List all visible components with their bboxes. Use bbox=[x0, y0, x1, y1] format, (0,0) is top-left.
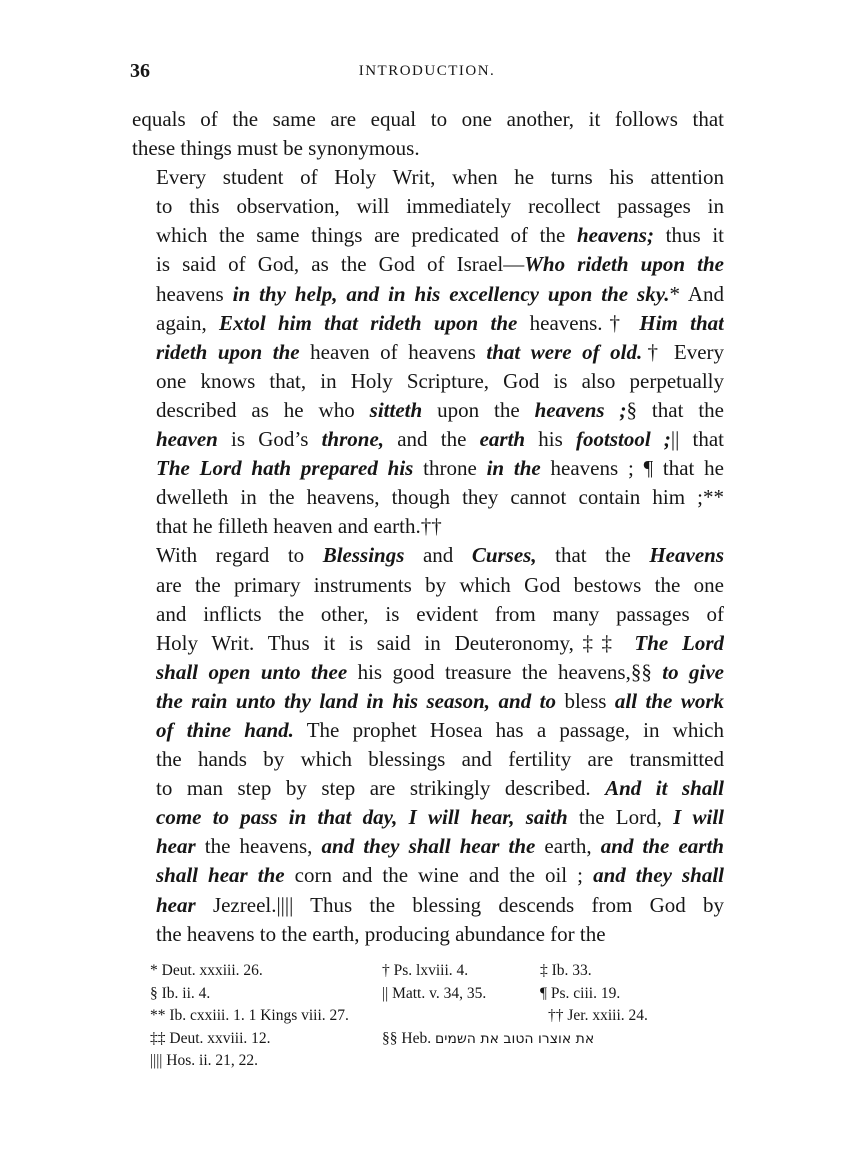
page-header bbox=[130, 60, 724, 88]
footnote: || Matt. v. 34, 35. bbox=[382, 984, 487, 1002]
text-line: and inflicts the other, is evident from many passages of bbox=[156, 601, 724, 626]
italic-text: sitteth bbox=[369, 397, 423, 422]
footnote: † Ps. lxviii. 4. bbox=[382, 962, 469, 979]
footnote: |||| Hos. ii. 21, 22. bbox=[150, 1052, 259, 1069]
italic-text: all the work bbox=[614, 688, 724, 713]
italic-text: The Lord hath prepared his bbox=[156, 456, 414, 481]
italic-text: throne, bbox=[321, 427, 385, 452]
text-line: described as he who sitteth upon the heavens ;§ that the bbox=[156, 397, 724, 422]
italic-text: earth bbox=[479, 427, 526, 452]
footnotes bbox=[150, 960, 710, 1073]
paragraph bbox=[132, 541, 724, 948]
text-line: shall open unto thee his good treasure the heavens,§§ to give bbox=[156, 659, 724, 684]
text-line: shall hear the corn and the wine and the oil ; and they shall bbox=[156, 863, 724, 888]
text-line: Holy Writ. Thus it is said in Deuteronomy,‡‡ The Lord bbox=[156, 630, 724, 655]
text-line: these things must be synonymous. bbox=[132, 136, 420, 161]
italic-text: And it shall bbox=[605, 776, 724, 801]
footnote: ** Ib. cxxiii. 1. 1 Kings viii. 27. bbox=[150, 1007, 349, 1024]
footnote-row bbox=[150, 1005, 710, 1028]
hebrew-text: את אוצרו הטוב את השמים bbox=[434, 1030, 595, 1047]
paragraph bbox=[132, 105, 724, 163]
running-head: INTRODUCTION. bbox=[358, 63, 496, 79]
italic-text: Who rideth upon the bbox=[524, 252, 724, 277]
footnote: ‡ Ib. 33. bbox=[540, 962, 592, 979]
footnote: ¶ Ps. ciii. 19. bbox=[540, 984, 621, 1002]
italic-text: to give bbox=[662, 659, 724, 684]
body-text bbox=[132, 105, 724, 949]
text-line: the hands by which blessings and fertility are transmitted bbox=[156, 747, 724, 772]
italic-text: the rain unto thy land in his season, and to bbox=[156, 688, 556, 713]
italic-text: and they shall hear the bbox=[321, 834, 536, 859]
text-line: Every student of Holy Writ, when he turns his attention bbox=[156, 165, 724, 190]
text-line: of thine hand. The prophet Hosea has a passage, in which bbox=[156, 717, 724, 742]
italic-text: shall hear the bbox=[156, 863, 285, 888]
italic-text: and the earth bbox=[600, 834, 724, 859]
italic-text: Curses, bbox=[471, 543, 537, 568]
text-line: one knows that, in Holy Scripture, God is also perpetually bbox=[156, 368, 724, 393]
footnote: § Ib. ii. 4. bbox=[150, 984, 211, 1002]
italic-text: heaven bbox=[156, 427, 218, 452]
italic-text: shall open unto thee bbox=[156, 659, 348, 684]
text-line: heaven is God’s throne, and the earth his footstool ;|| that bbox=[156, 427, 724, 452]
text-line: come to pass in that day, I will hear, saith the Lord, I will bbox=[156, 805, 724, 830]
italic-text: that were of old. bbox=[486, 339, 643, 364]
text-line: which the same things are predicated of the heavens; thus it bbox=[156, 223, 724, 248]
text-line: the rain unto thy land in his season, and to bless all the work bbox=[156, 688, 724, 713]
text-line: to man step by step are strikingly described. And it shall bbox=[156, 776, 724, 801]
italic-text: Him that bbox=[639, 310, 724, 335]
text-line: heavens in thy help, and in his excellency upon the sky.* And bbox=[156, 281, 724, 306]
page-number: 36 bbox=[130, 60, 150, 82]
text-line: hear the heavens, and they shall hear the earth, and the earth bbox=[156, 834, 724, 859]
italic-text: heavens ; bbox=[534, 397, 627, 422]
italic-text: and they shall bbox=[593, 863, 724, 888]
footnote-row bbox=[150, 1050, 710, 1073]
text-line: With regard to Blessings and Curses, that the Heavens bbox=[156, 543, 724, 568]
italic-text: come to pass in that day, I will hear, saith bbox=[156, 805, 568, 830]
text-line: that he filleth heaven and earth.†† bbox=[156, 514, 442, 539]
italic-text: in thy help, and in his excellency upon the sky. bbox=[232, 281, 670, 306]
footnote: * Deut. xxxiii. 26. bbox=[150, 962, 263, 979]
text-line: equals of the same are equal to one another, it follows that bbox=[132, 107, 724, 131]
text-line: rideth upon the heaven of heavens that were of old.† Every bbox=[156, 339, 724, 364]
paragraph bbox=[132, 163, 724, 541]
italic-text: Heavens bbox=[649, 543, 724, 568]
footnote-row bbox=[150, 960, 710, 983]
footnote-row bbox=[150, 1028, 710, 1051]
footnote: §§ Heb. את אוצרו הטוב את השמים bbox=[382, 1029, 595, 1047]
italic-text: The Lord bbox=[634, 630, 724, 655]
italic-text: I will bbox=[673, 805, 724, 830]
italic-text: Extol him that rideth upon the bbox=[219, 310, 518, 335]
italic-text: heavens; bbox=[576, 223, 654, 248]
footnote-row bbox=[150, 983, 710, 1006]
italic-text: of thine hand. bbox=[156, 717, 294, 742]
footnote: ‡‡ Deut. xxviii. 12. bbox=[150, 1029, 271, 1047]
italic-text: in the bbox=[486, 456, 541, 481]
italic-text: rideth upon the bbox=[156, 339, 300, 364]
italic-text: Blessings bbox=[322, 543, 405, 568]
text-line: again, Extol him that rideth upon the heavens.† Him that bbox=[156, 310, 724, 335]
text-line: The Lord hath prepared his throne in the heavens ; ¶ that he bbox=[156, 456, 724, 481]
text-line: is said of God, as the God of Israel—Who rideth upon the bbox=[156, 252, 724, 277]
italic-text: footstool ; bbox=[576, 427, 671, 452]
text-line: are the primary instruments by which God bestows the one bbox=[156, 572, 724, 597]
footnote: †† Jer. xxiii. 24. bbox=[548, 1007, 648, 1024]
text-line: hear Jezreel.|||| Thus the blessing descends from God by bbox=[156, 892, 724, 917]
italic-text: hear bbox=[156, 834, 196, 859]
text-line: the heavens to the earth, producing abundance for the bbox=[156, 921, 606, 946]
text-line: to this observation, will immediately recollect passages in bbox=[156, 194, 724, 219]
text-line: dwelleth in the heavens, though they cannot contain him ;** bbox=[156, 485, 724, 510]
italic-text: hear bbox=[156, 892, 196, 917]
